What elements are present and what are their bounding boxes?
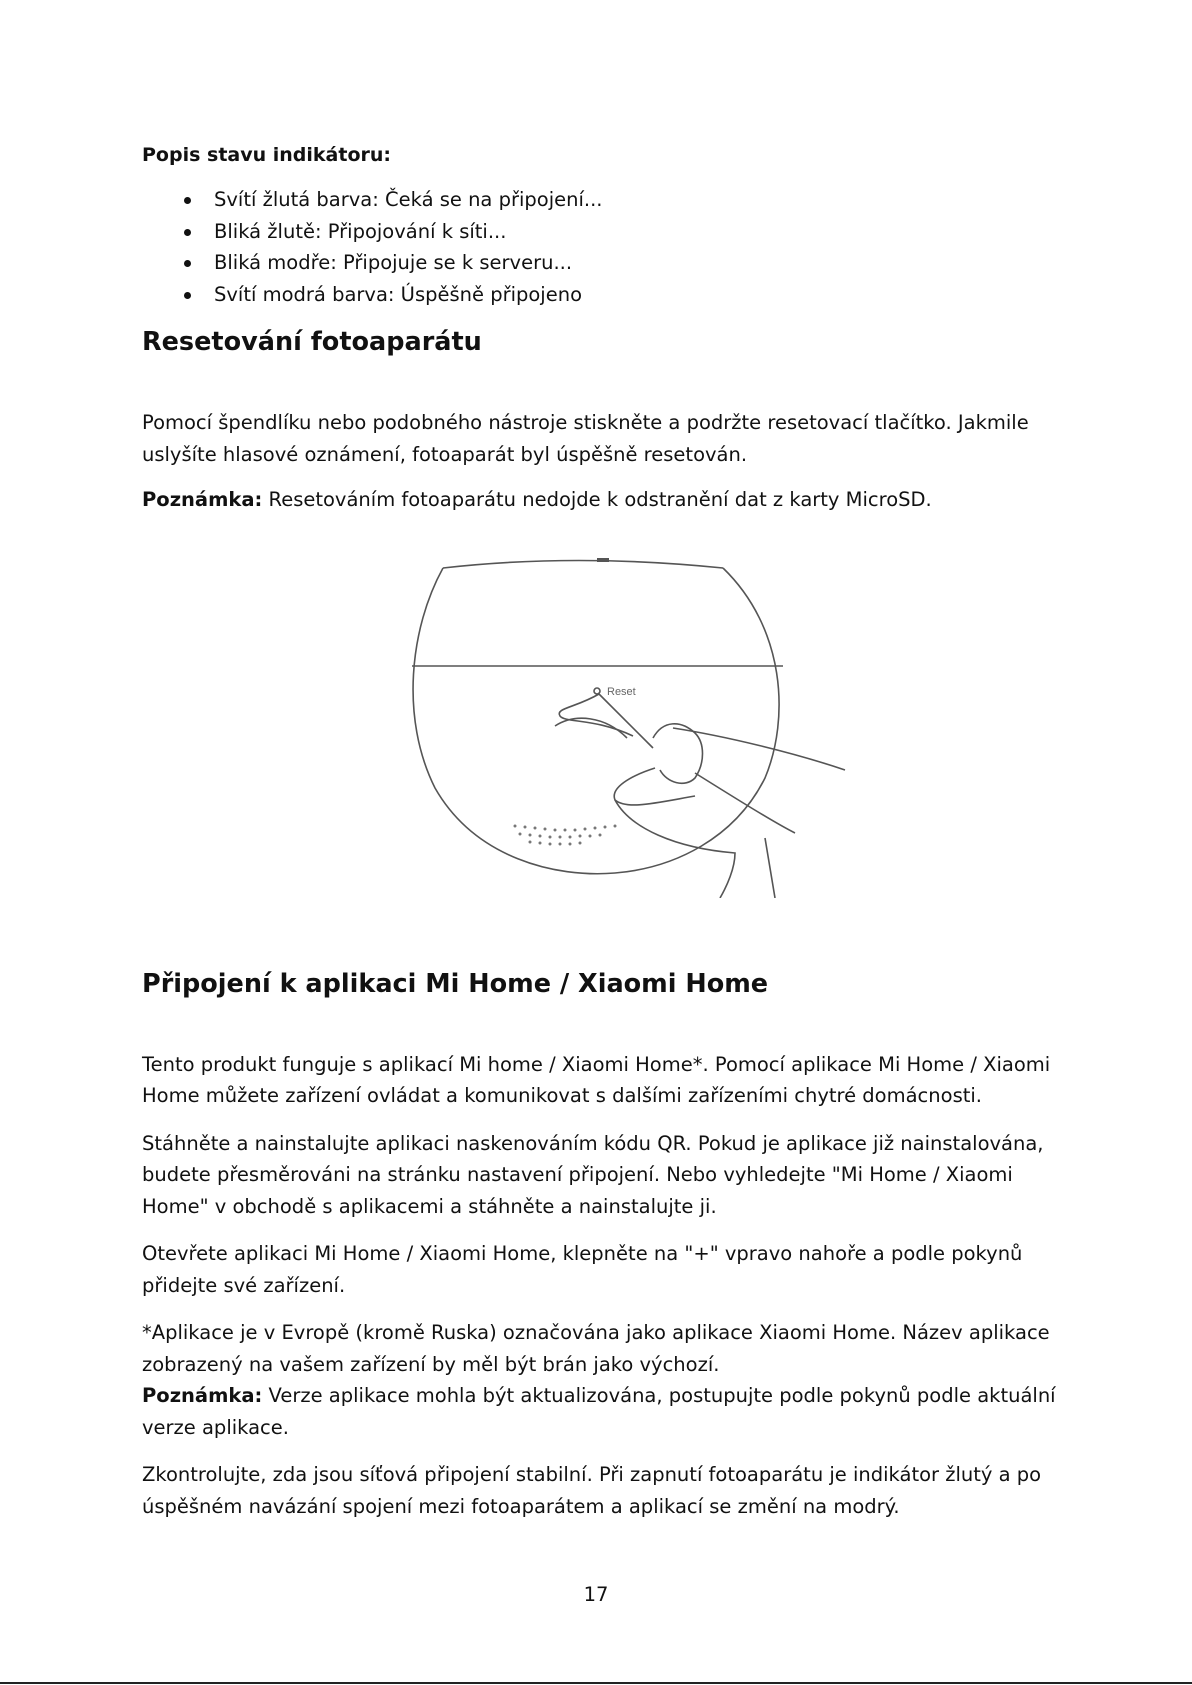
camera-reset-illustration [405, 548, 855, 898]
note-text: Resetováním fotoaparátu nedojde k odstranění dat z karty MicroSD. [262, 488, 932, 511]
finger-tip-curve [555, 718, 627, 738]
thumb [614, 768, 695, 805]
page-bottom-rule [0, 1682, 1192, 1684]
bullet-icon [184, 292, 191, 299]
connect-paragraph-3: Otevřete aplikaci Mi Home / Xiaomi Home, klepněte na "+" vpravo nahoře a podle pokynů přidejte své zařízení. [142, 1242, 1023, 1297]
bullet-icon [184, 260, 191, 267]
list-item: Bliká žlutě: Připojování k síti... [142, 216, 1062, 248]
connect-title: Připojení k aplikaci Mi Home / Xiaomi Home [142, 968, 769, 999]
fingernail [653, 724, 703, 783]
connect-note [142, 1380, 1062, 1443]
page-number: 17 [583, 1583, 609, 1606]
note-label: Poznámka: [142, 488, 263, 511]
indicator-list [142, 184, 1062, 310]
reset-paragraph: Pomocí špendlíku nebo podobného nástroje stiskněte a podržte resetovací tlačítko. Jakmile uslyšíte hlasové oznámení, fotoaparát byl úspěšně resetován. [142, 411, 1029, 466]
hand-lower [615, 800, 735, 898]
list-item: Svítí modrá barva: Úspěšně připojeno [142, 279, 1062, 311]
connect-paragraph-2: Stáhněte a nainstalujte aplikaci naskenováním kódu QR. Pokud je aplikace již nainstalována, budete přesměrováni na stránku nastavení připojení. Nebo vyhledejte "Mi Home / Xiaomi Home" v obchodě s aplikacemi a stáhněte a nainstalujte ji. [142, 1131, 1044, 1218]
reset-label: Reset [607, 686, 636, 698]
connect-paragraph-5: Zkontrolujte, zda jsou síťová připojení stabilní. Při zapnutí fotoaparátu je indikátor žlutý a po úspěšném navázání spojení mezi fotoaparátem a aplikací se změní na modrý. [142, 1463, 1042, 1518]
note-text: Verze aplikace mohla být aktualizována, postupujte podle pokynů podle aktuální verze aplikace. [142, 1384, 1056, 1439]
bullet-icon [184, 229, 191, 236]
note-label: Poznámka: [142, 1384, 263, 1407]
reset-hole-icon [594, 688, 600, 694]
pin-loop [559, 694, 633, 736]
connect-paragraph-4: *Aplikace je v Evropě (kromě Ruska) označována jako aplikace Xiaomi Home. Název aplikace zobrazený na vašem zařízení by měl být brán jako výchozí. [142, 1321, 1050, 1376]
wrist-edge [765, 838, 775, 898]
list-item: Bliká modře: Připojuje se k serveru... [142, 247, 1062, 279]
reset-title: Resetování fotoaparátu [142, 327, 482, 357]
connect-paragraph-1: Tento produkt funguje s aplikací Mi home / Xiaomi Home*. Pomocí aplikace Mi Home / Xiaomi Home můžete zařízení ovládat a komunikovat s dalšími zařízeními chytré domácnosti. [142, 1052, 1051, 1107]
pin-shaft [599, 694, 653, 748]
finger-top [673, 728, 845, 770]
list-item: Svítí žlutá barva: Čeká se na připojení... [142, 184, 1062, 216]
reset-note [142, 484, 1062, 516]
camera-top-edge [443, 561, 723, 569]
speaker-grille [514, 825, 617, 846]
finger-knuckle [695, 773, 795, 833]
indicator-heading: Popis stavu indikátoru: [142, 144, 391, 166]
bullet-icon [184, 197, 191, 204]
